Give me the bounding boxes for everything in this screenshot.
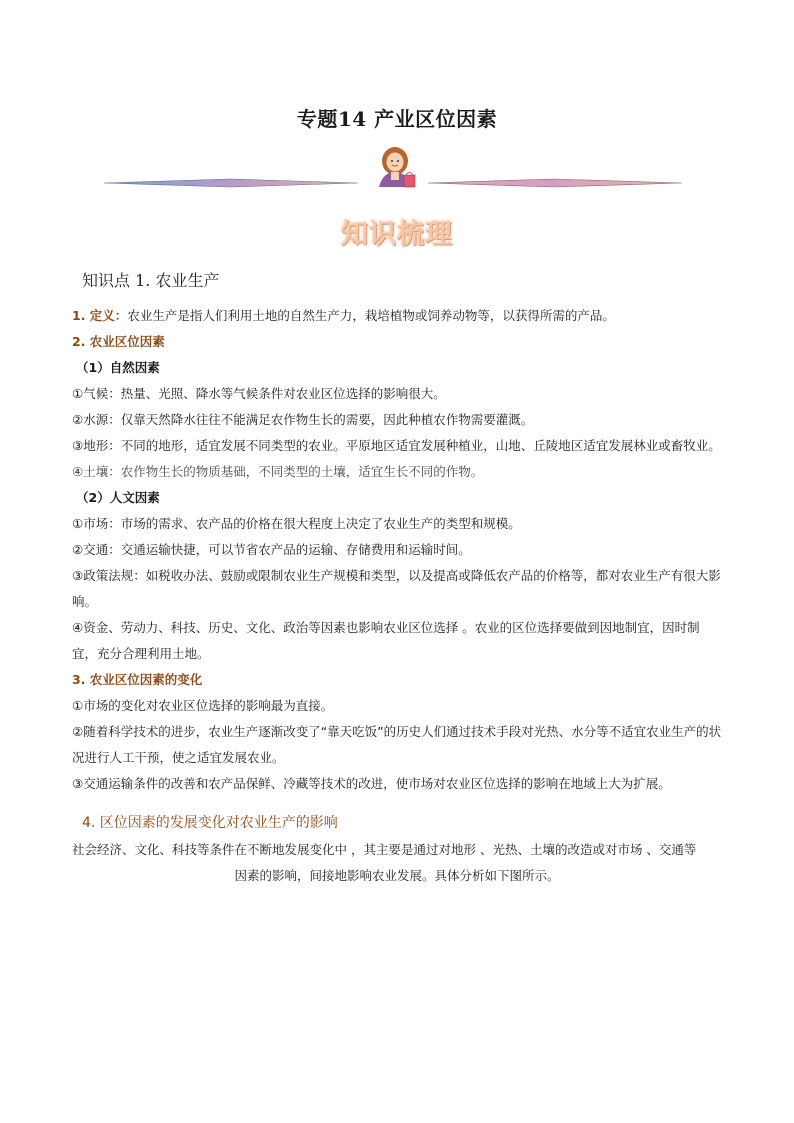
page-title: 专题14 产业区位因素 <box>296 107 498 131</box>
section-3-heading: 3. 农业区位因素的变化 <box>72 672 203 687</box>
section-4-heading: 4. 区位因素的发展变化对农业生产的影响 <box>82 815 338 831</box>
natural-factor-item: ②水源：仅靠天然降水往往不能满足农作物生长的需要，因此种植农作物需要灌溉。 <box>72 412 534 427</box>
change-item: ③交通运输条件的改善和农产品保鲜、冷藏等技术的改进，使市场对农业区位选择的影响在地域上大为扩展。 <box>72 776 671 791</box>
section-banner: 知识梳理 <box>341 219 453 250</box>
definition-text: 农业生产是指人们利用土地的自然生产力，栽培植物或饲养动物等，以获得所需的产品。 <box>127 308 615 323</box>
human-factor-item: ①市场：市场的需求、农产品的价格在很大程度上决定了农业生产的类型和规模。 <box>72 516 521 531</box>
natural-factor-item: ④土壤：农作物生长的物质基础，不同类型的土壤，适宜生长不同的作物。 <box>72 464 484 479</box>
human-factor-item: ④资金、劳动力、科技、历史、文化、政治等因素也影响农业区位选择 。农业的区位选择要做到因地制宜，因时制宜，充分合理利用土地。 <box>72 620 700 661</box>
header-decoration <box>100 142 692 198</box>
left-ribbon <box>104 179 358 187</box>
document-body <box>72 262 722 889</box>
human-factor-item: ②交通：交通运输快捷，可以节省农产品的运输、存储费用和运输时间。 <box>72 542 471 557</box>
human-factor-item: ③政策法规：如税收办法、鼓励或限制农业生产规模和类型，以及提高或降低农产品的价格等，都对农业生产有很大影响。 <box>72 568 721 609</box>
change-item: ①市场的变化对农业区位选择的影响最为直接。 <box>72 698 334 713</box>
definition-label: 1. 定义： <box>72 308 128 323</box>
right-ribbon <box>428 179 682 187</box>
section-2-heading: 2. 农业区位因素 <box>72 334 165 349</box>
human-factors-heading: （2）人文因素 <box>76 490 160 505</box>
section-4-line-1: 社会经济、文化、科技等条件在不断地发展变化中 ，其主要是通过对地形 、光热、土壤的改造或对市场 、交通等 <box>72 842 697 857</box>
knowledge-point-title: 知识点 1. 农业生产 <box>82 271 220 290</box>
natural-factors-heading: （1）自然因素 <box>76 360 160 375</box>
definition-paragraph <box>72 303 722 329</box>
change-item: ②随着科学技术的进步，农业生产逐渐改变了“靠天吃饭”的历史人们通过技术手段对光热、水分等不适宜农业生产的状况进行人工干预，使之适宜发展农业。 <box>72 724 722 765</box>
section-4-line-2: 因素的影响，间接地影响农业发展。具体分析如下图所示。 <box>234 868 560 883</box>
natural-factor-item: ③地形：不同的地形，适宜发展不同类型的农业。平原地区适宜发展种植业，山地、丘陵地区适宜发展林业或畜牧业。 <box>72 438 721 453</box>
girl-with-shopping-bag-icon <box>379 147 415 187</box>
natural-factor-item: ①气候：热量、光照、降水等气候条件对农业区位选择的影响很大。 <box>72 386 446 401</box>
